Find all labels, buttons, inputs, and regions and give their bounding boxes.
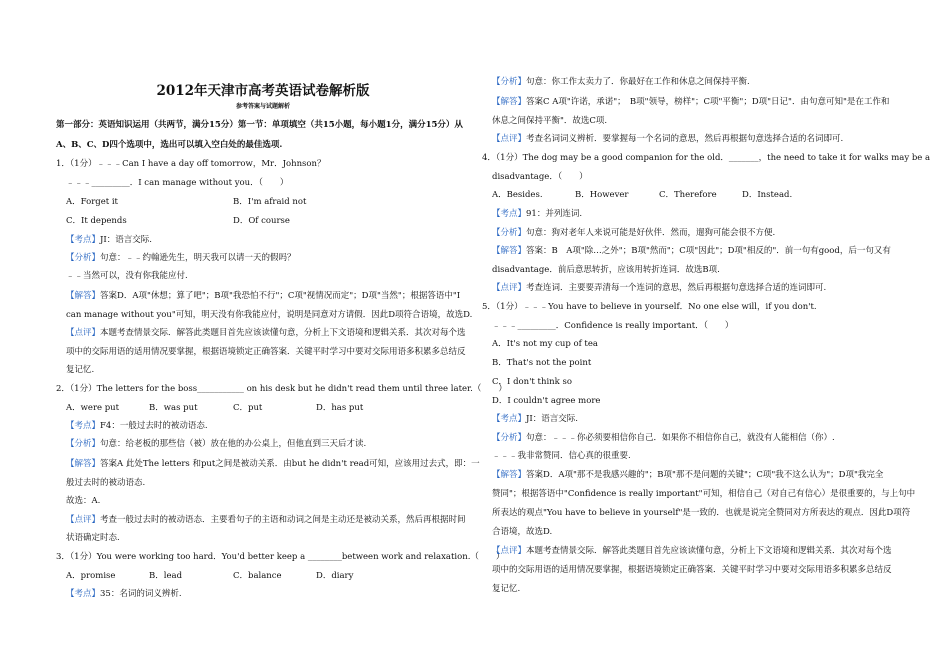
q1-dianping3: 复记忆. — [66, 365, 95, 375]
q3-option-a: A．promise — [66, 571, 116, 581]
q1-option-c: C．It depends — [66, 216, 127, 226]
page-subtitle: 参考答案与试题解析 — [235, 103, 290, 110]
q1-stem2: ﹣﹣﹣_________．I can manage without you．（ ） — [66, 178, 289, 188]
q3-jieda: 【解答】答案C A项"许诺，承诺"； B项"领导，榜样"；C项"平衡"；D项"日记"．由句意可知"是在工作和 — [492, 97, 890, 107]
q1-kaodian: 【考点】JI：语言交际. — [66, 235, 152, 245]
q5-dianping3: 复记忆. — [492, 584, 521, 594]
q5-option-a: A．It's not my cup of tea — [492, 339, 598, 349]
q5-kaodian: 【考点】JI：语言交际. — [492, 414, 578, 424]
q3-stem: 3．（1分）You were working too hard．You'd better keep a ________between work and relaxation.（ ） — [56, 552, 505, 562]
q4-option-b: B．However — [575, 190, 629, 200]
q5-dianping2: 项中的交际用语的适用情况要掌握，根据语境锁定正确答案．关键平时学习中要对交际用语多积累多总结反 — [492, 565, 892, 575]
q4-stem2: disadvantage．（ ） — [492, 172, 588, 182]
q2-jieda3: 故选：A. — [66, 496, 101, 506]
q4-option-d: D．Instead. — [742, 190, 793, 200]
q4-jieda2: disadvantage．前后意思转折，应该用转折连词．故选B项. — [492, 265, 720, 275]
kaodian-tag: 【考点】 — [66, 235, 101, 245]
q5-fenxi2: ﹣﹣﹣我非常赞同．信心真的很重要. — [492, 451, 631, 461]
q5-dianping: 【点评】本题考查情景交际．解答此类题目首先应该读懂句意，分析上下文语境和逻辑关系．其次对每个选 — [492, 546, 892, 556]
q4-option-c: C．Therefore — [659, 190, 717, 200]
q3-fenxi: 【分析】句意：你工作太卖力了．你最好在工作和休息之间保持平衡. — [492, 77, 750, 87]
q5-stem: 5．（1分）﹣﹣﹣You have to believe in yourself．No one else will，if you don't. — [482, 302, 817, 312]
q2-fenxi: 【分析】句意：给老板的那些信（被）放在他的办公桌上，但他直到三天后才读. — [66, 439, 367, 449]
q5-option-d: D．I couldn't agree more — [492, 396, 601, 406]
q3-option-b: B．lead — [149, 571, 183, 581]
q4-dianping: 【点评】考查连词．主要要弄清每一个连词的意思，然后再根据句意选择合适的连词即可. — [492, 283, 827, 293]
q1-dianping2: 项中的交际用语的适用情况要掌握，根据语境锁定正确答案．关键平时学习中要对交际用语多积累多总结反 — [66, 347, 466, 357]
q4-stem: 4．（1分）The dog may be a good companion for the old．_______，the need to take it for walks may be a — [482, 153, 931, 163]
q5-jieda3: 所表达的观点"You have to believe in yourself"是一致的．也就是说完全赞同对方所表达的观点．因此D项符 — [492, 508, 911, 518]
q2-jieda2: 般过去时的被动语态. — [66, 478, 146, 488]
q4-kaodian: 【考点】91：并列连词. — [492, 209, 583, 219]
dianping-tag: 【点评】 — [66, 328, 101, 338]
q3-kaodian: 【考点】35：名词的词义辨析. — [66, 589, 182, 599]
q5-jieda4: 合语境，故选D. — [492, 527, 553, 537]
q1-option-b: B．I'm afraid not — [233, 197, 307, 207]
q5-stem2: ﹣﹣﹣_________．Confidence is really important．（ ） — [492, 321, 734, 331]
section-heading-line1: 第一部分：英语知识运用（共两节，满分15分）第一节：单项填空（共15小题，每小题1分，满分15分）从 — [56, 120, 463, 130]
q2-stem: 2．（1分）The letters for the boss___________ on his desk but he didn't read them until three later.（ ） — [56, 384, 507, 394]
q1-jieda2: can manage without you"可知，明天没有你我能应付，说明是同意对方请假．因此D项符合语境，故选D. — [66, 310, 473, 320]
q3-dianping: 【点评】考查名词词义辨析．要掌握每一个名词的意思，然后再根据句意选择合适的名词即可. — [492, 134, 844, 144]
q3-option-d: D．diary — [316, 571, 354, 581]
fenxi-tag: 【分析】 — [66, 253, 101, 263]
q5-option-c: C．I don't think so — [492, 377, 572, 387]
q5-jieda2: 赞同"；根据答语中"Confidence is really important"可知，相信自己（对自己有信心）是很重要的，与上句中 — [492, 489, 916, 499]
q2-dianping: 【点评】考查一般过去时的被动语态．主要看句子的主语和动词之间是主动还是被动关系，然后再根据时间 — [66, 515, 466, 525]
q1-option-d: D．Of course — [233, 216, 290, 226]
q1-jieda: 【解答】答案D．A项"休想；算了吧"；B项"我恐怕不行"；C项"视情况而定"；D项"当然"；根据答语中"I — [66, 291, 461, 301]
q5-jieda: 【解答】答案D．A项"那不是我感兴趣的"；B项"那不是问题的关键"；C项"我不这么认为"；D项"我完全 — [492, 470, 884, 480]
q3-option-c: C．balance — [233, 571, 282, 581]
q1-option-a: A．Forget it — [66, 197, 118, 207]
q2-dianping2: 状语确定时态. — [66, 533, 120, 543]
q5-option-b: B．That's not the point — [492, 358, 592, 368]
q1-dianping: 【点评】本题考查情景交际．解答此类题目首先应该读懂句意，分析上下文语境和逻辑关系．其次对每个选 — [66, 328, 466, 338]
q1-stem: 1．（1分）﹣﹣﹣Can I have a day off tomorrow，Mr．Johnson？ — [56, 159, 326, 169]
q5-fenxi: 【分析】句意：﹣﹣﹣你必须要相信你自己．如果你不相信你自己，就没有人能相信（你）. — [492, 433, 835, 443]
q4-fenxi: 【分析】句意：狗对老年人来说可能是好伙伴．然而，遛狗可能会很不方便. — [492, 228, 776, 238]
q2-option-c: C．put — [233, 403, 263, 413]
q2-option-b: B．was put — [149, 403, 198, 413]
q1-fenxi2: ﹣﹣当然可以，没有你我能应付. — [66, 271, 188, 281]
q4-option-a: A．Besides. — [492, 190, 543, 200]
q2-kaodian: 【考点】F4：一般过去时的被动语态. — [66, 421, 208, 431]
q2-jieda: 【解答】答案A 此处The letters 和put之间是被动关系．由but he didn't read可知，应该用过去式，即：一 — [66, 459, 480, 469]
q2-option-a: A．were put — [66, 403, 120, 413]
jieda-tag: 【解答】 — [66, 291, 101, 301]
q1-fenxi: 【分析】句意：﹣﹣约翰逊先生，明天我可以请一天的假吗？ — [66, 253, 296, 263]
q4-jieda: 【解答】答案：B A项"除…之外"；B项"然而"；C项"因此"；D项"相反的"．前一句有good，后一句又有 — [492, 246, 891, 256]
section-heading-line2: A、B、C、D四个选项中，选出可以填入空白处的最佳选项. — [56, 140, 283, 150]
q3-jieda2: 休息之间保持平衡"．故选C项. — [492, 116, 608, 126]
q2-option-d: D．has put — [316, 403, 364, 413]
page-title: 2012年天津市高考英语试卷解析版 — [156, 83, 370, 99]
